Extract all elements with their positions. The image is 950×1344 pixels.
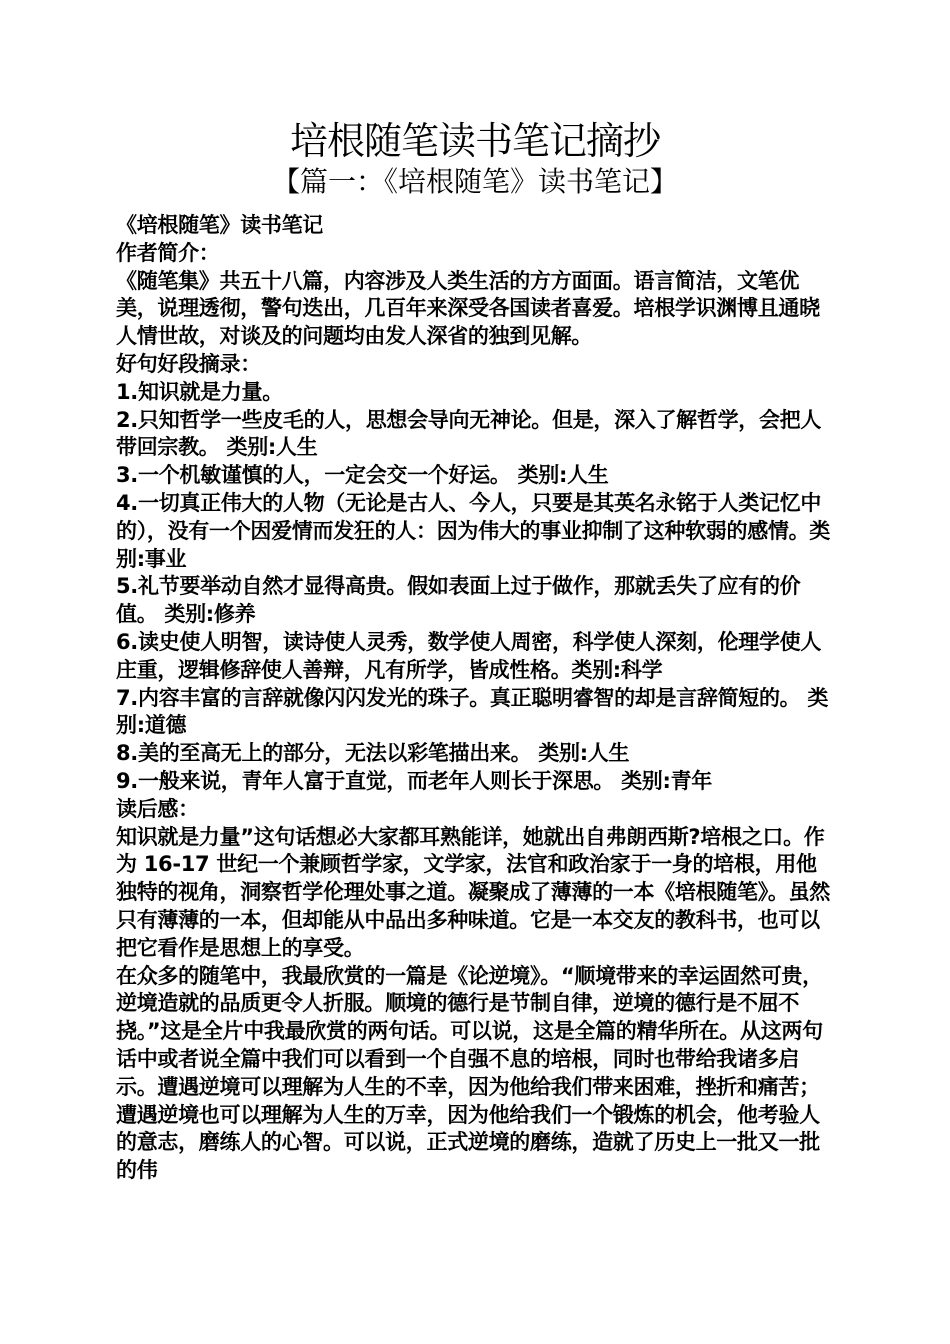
quote-item-2: 2.只知哲学一些皮毛的人，思想会导向无神论。但是，深入了解哲学，会把人带回宗教。 类别:人生 <box>116 407 822 460</box>
quote-item-5: 5.礼节要举动自然才显得高贵。假如表面上过于做作，那就丢失了应有的价值。 类别:修养 <box>116 574 801 627</box>
paragraph-review-1: 知识就是力量”这句话想必大家都耳熟能详，她就出自弗朗西斯?培根之口。作为 16-17 世纪一个兼顾哲学家，文学家，法官和政治家于一身的培根，用他独特的视角，洞察哲学伦理处事之道。凝聚成了薄薄的一本《培根随笔》。虽然只有薄薄的一本，但却能从中品出多种味道。它是一本交友的教科书，也可以把它看作是思想上的享受。 <box>116 824 830 960</box>
document-title: 培根随笔读书笔记摘抄 <box>289 119 660 163</box>
quote-item-3: 3.一个机敏谨慎的人，一定会交一个好运。 类别:人生 <box>116 463 609 488</box>
quote-item-4: 4.一切真正伟大的人物（无论是古人、今人，只要是其英名永铭于人类记忆中的），没有一个因爱情而发狂的人：因为伟大的事业抑制了这种软弱的感情。类别:事业 <box>116 490 830 571</box>
quote-item-9: 9.一般来说，青年人富于直觉，而老年人则长于深思。 类别:青年 <box>116 768 712 793</box>
paragraph-review-2: 在众多的随笔中，我最欣赏的一篇是《论逆境》。“顺境带来的幸运固然可贵，逆境造就的品质更令人折服。顺境的德行是节制自律，逆境的德行是不屈不挠。”这是全片中我最欣赏的两句话。可以说，这是全篇的精华所在。从这两句话中或者说全篇中我们可以看到一个自强不息的培根，同时也带给我诸多启示。遭遇逆境可以理解为人生的不幸，因为他给我们带来困难，挫折和痛苦；遭遇逆境也可以理解为人生的万幸，因为他给我们一个锻炼的机会，他考验人的意志，磨练人的心智。可以说，正式逆境的磨练，造就了历史上一批又一批的伟 <box>116 963 823 1183</box>
quote-item-7: 7.内容丰富的言辞就像闪闪发光的珠子。真正聪明睿智的却是言辞简短的。 类别:道德 <box>116 685 829 738</box>
quote-item-8: 8.美的至高无上的部分，无法以彩笔描出来。 类别:人生 <box>116 741 630 766</box>
paragraph-intro: 《随笔集》共五十八篇，内容涉及人类生活的方方面面。语言简洁，文笔优美，说理透彻，警句迭出，几百年来深受各国读者喜爱。培根学识渊博且通晓人情世故，对谈及的问题均由发人深省的独到见解。 <box>116 268 820 349</box>
document-subtitle: 【篇一：《培根随笔》读书笔记】 <box>271 165 678 198</box>
line-heading: 《培根随笔》读书笔记 <box>116 213 323 237</box>
document-body <box>116 212 836 1185</box>
line-excerpt-label: 好句好段摘录： <box>116 351 261 376</box>
line-review-label: 读后感： <box>116 796 199 821</box>
quote-item-1: 1.知识就是力量。 <box>116 379 283 404</box>
quote-item-6: 6.读史使人明智，读诗使人灵秀，数学使人周密，科学使人深刻，伦理学使人庄重，逻辑修辞使人善辩，凡有所学，皆成性格。类别:科学 <box>116 629 822 682</box>
line-author-label: 作者简介： <box>116 240 220 265</box>
